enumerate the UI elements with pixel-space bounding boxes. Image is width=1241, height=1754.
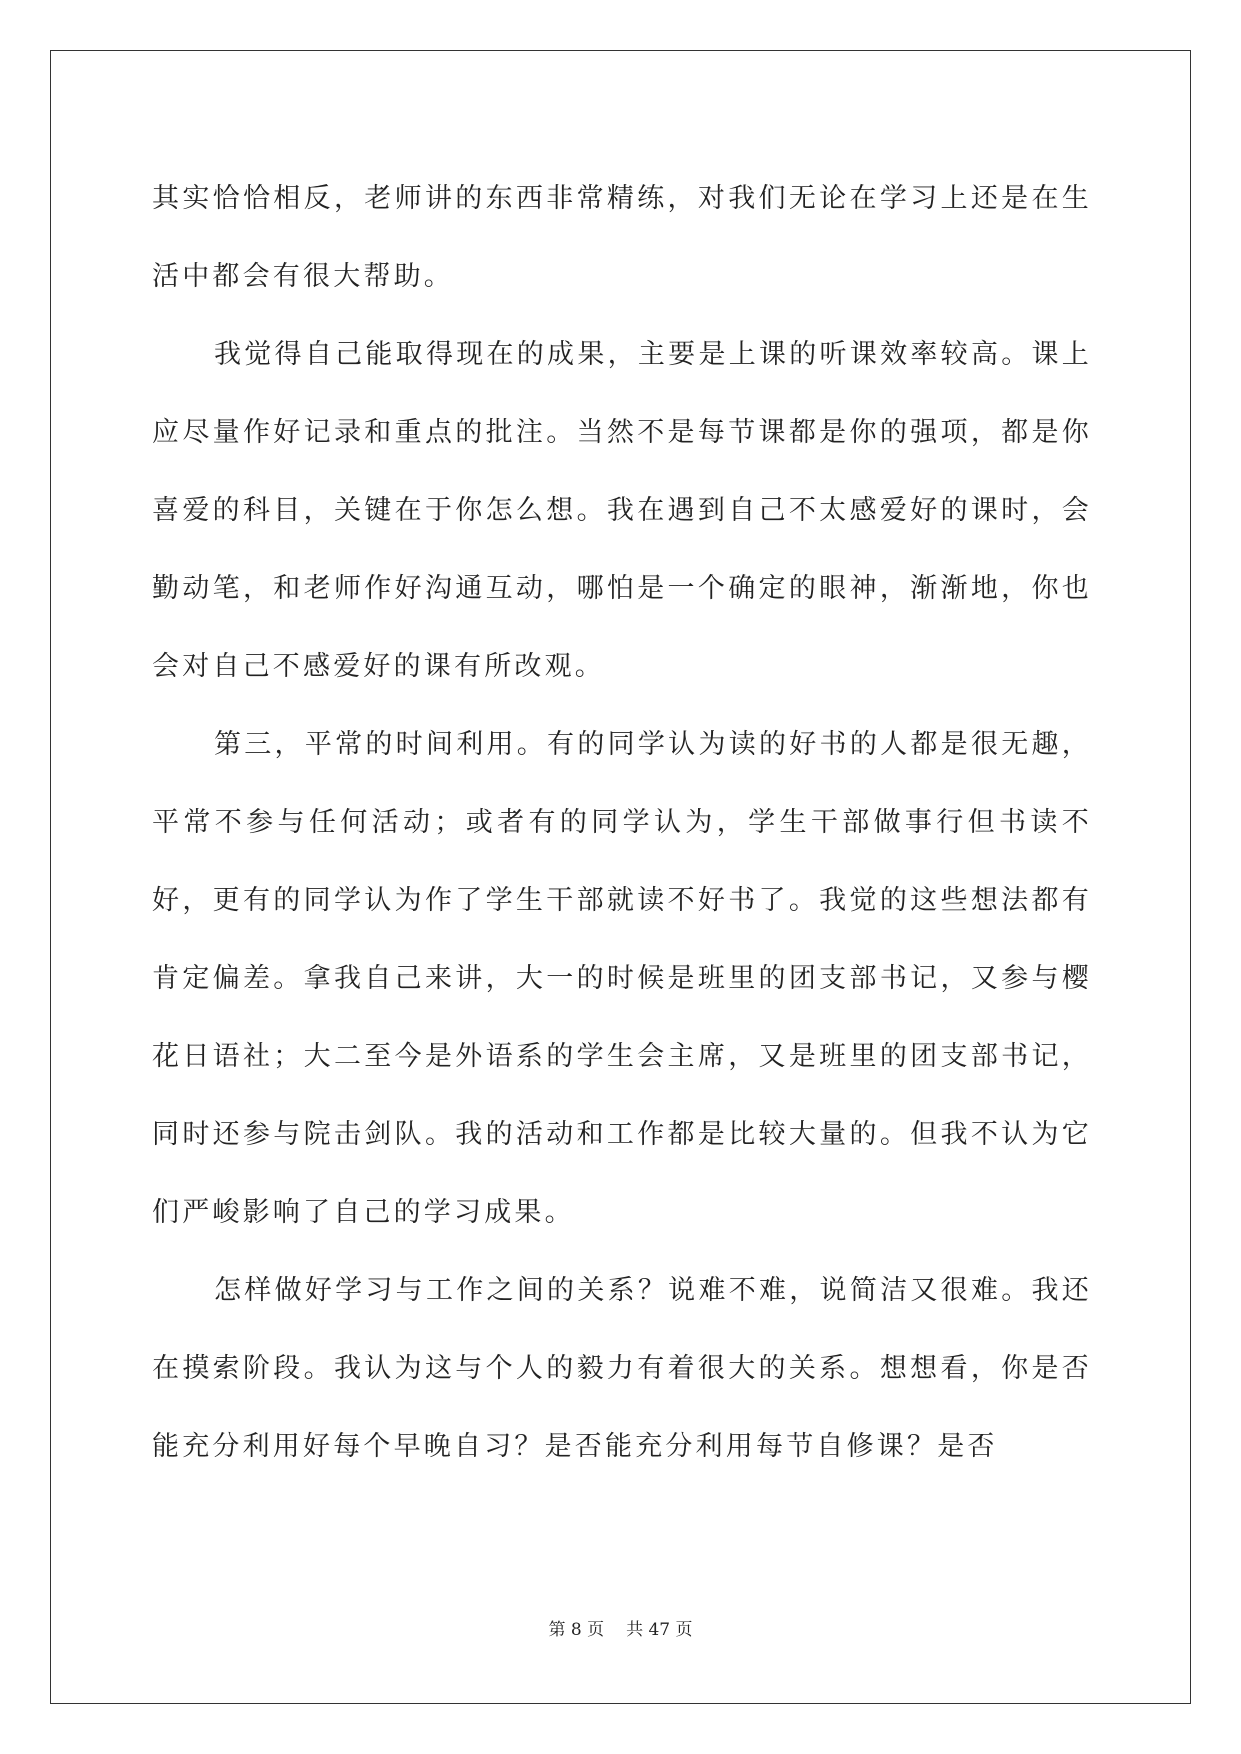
page-number: 第 8 页 [548, 1620, 605, 1640]
paragraph-1: 其实恰恰相反，老师讲的东西非常精练，对我们无论在学习上还是在生活中都会有很大帮助。 [152, 183, 1092, 292]
page-footer [0, 1615, 1241, 1640]
document-body [152, 160, 1092, 1486]
paragraph-4: 怎样做好学习与工作之间的关系？说难不难，说简洁又很难。我还在摸索阶段。我认为这与个人的毅力有着很大的关系。想想看，你是否能充分利用好每个早晚自习？是否能充分利用每节自修课？是否 [152, 1275, 1092, 1462]
paragraph-2: 我觉得自己能取得现在的成果，主要是上课的听课效率较高。课上应尽量作好记录和重点的批注。当然不是每节课都是你的强项，都是你喜爱的科目，关键在于你怎么想。我在遇到自己不太感爱好的课时，会勤动笔，和老师作好沟通互动，哪怕是一个确定的眼神，渐渐地，你也会对自己不感爱好的课有所改观。 [152, 339, 1092, 682]
paragraph-3: 第三，平常的时间利用。有的同学认为读的好书的人都是很无趣，平常不参与任何活动；或者有的同学认为，学生干部做事行但书读不好，更有的同学认为作了学生干部就读不好书了。我觉的这些想法都有肯定偏差。拿我自己来讲，大一的时候是班里的团支部书记，又参与樱花日语社；大二至今是外语系的学生会主席，又是班里的团支部书记，同时还参与院击剑队。我的活动和工作都是比较大量的。但我不认为它们严峻影响了自己的学习成果。 [152, 729, 1092, 1228]
page-total: 共 47 页 [626, 1620, 693, 1640]
